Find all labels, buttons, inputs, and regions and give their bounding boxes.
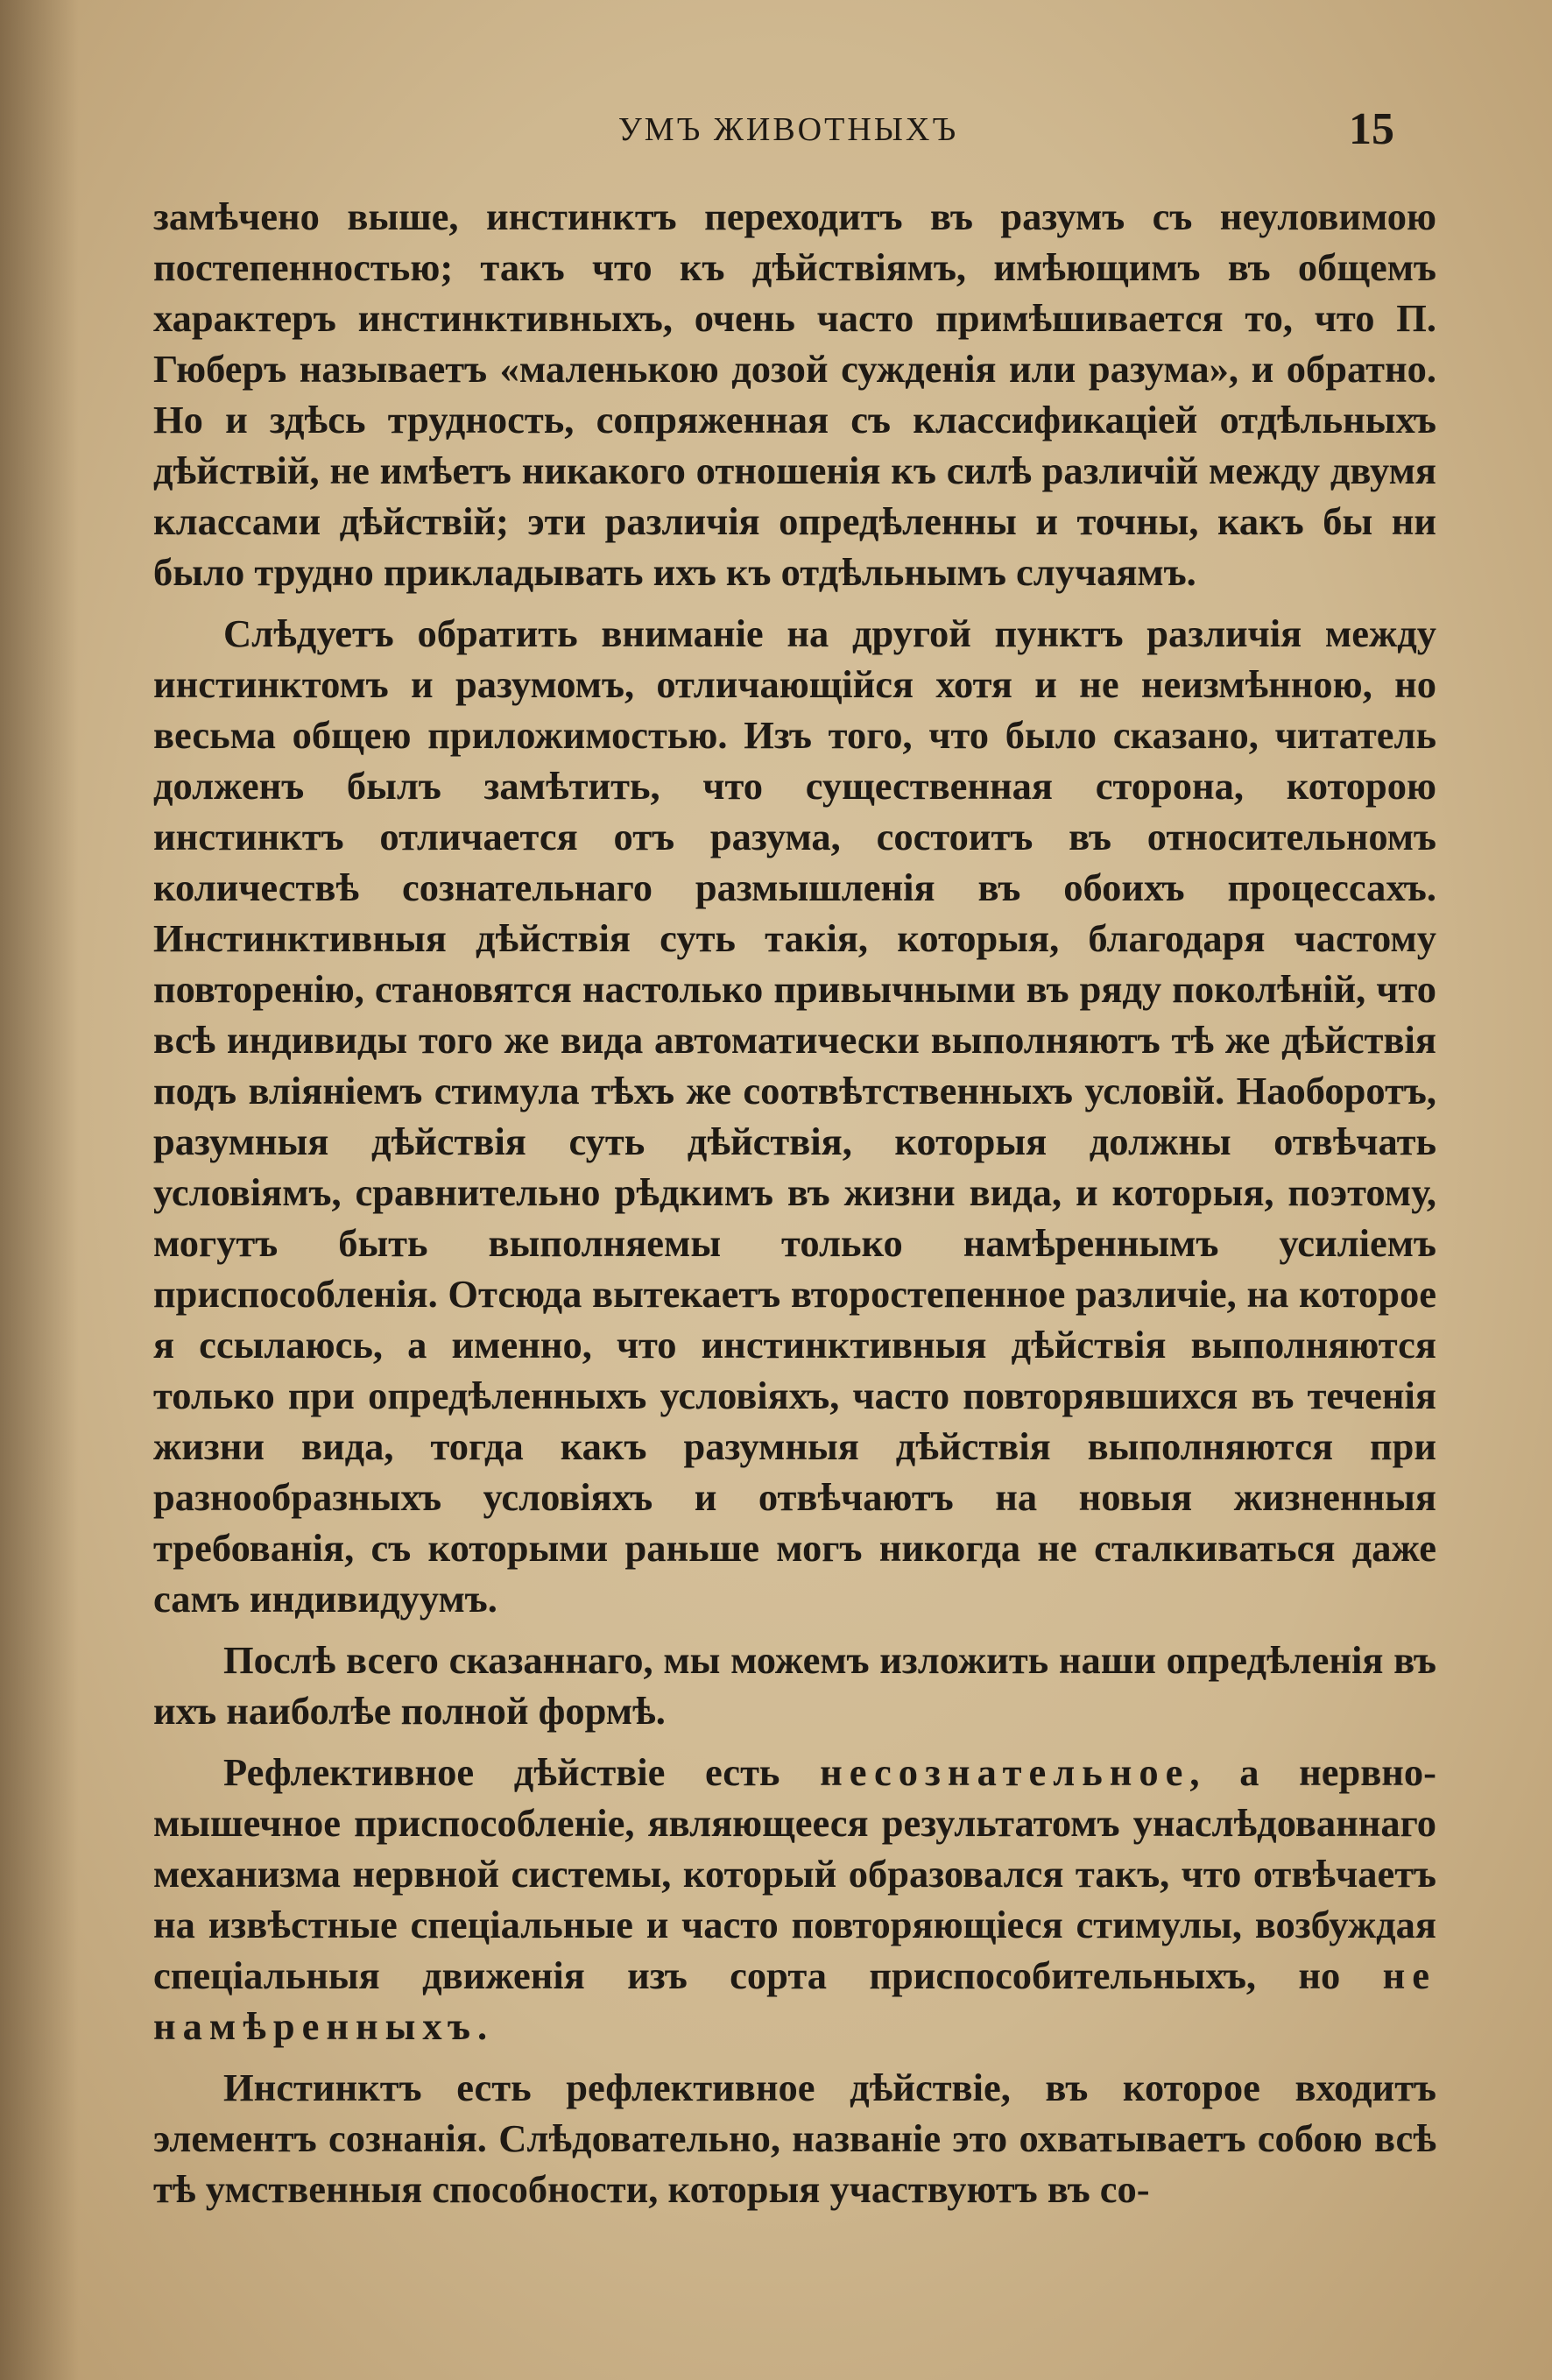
page-header [158, 103, 1419, 173]
page-number: 15 [1349, 104, 1394, 154]
body-text [153, 191, 1436, 2225]
paragraph-3: Послѣ всего сказаннаго, мы можемъ изложить наши опредѣленія въ ихъ наиболѣе полной формѣ. [153, 1638, 1436, 1733]
paragraph-4-text-end: . [476, 2004, 488, 2048]
running-title: УМЪ ЖИВОТНЫХЪ [617, 111, 959, 148]
paragraph-2: Слѣдуетъ обратить вниманіе на другой пунктъ различія между инстинктомъ и разумомъ, отличающійся хотя и не неизмѣнною, но весьма общею приложимостью. Изъ того, что было сказано, читатель долженъ былъ замѣтить, что существенная сторона, которою инстинктъ отличается отъ разума, состоитъ въ относительномъ количествѣ сознательнаго размышленія въ обоихъ процессахъ. Инстинктивныя дѣйствія суть такія, которыя, благодаря частому повторенію, становятся настолько привычными въ ряду поколѣній, что всѣ индивиды того же вида автоматически выполняютъ тѣ же дѣйствія подъ вліяніемъ стимула тѣхъ же соотвѣтственныхъ условій. Наоборотъ, разумныя дѣйствія суть дѣйствія, которыя должны отвѣчать условіямъ, сравнительно рѣдкимъ въ жизни вида, и которыя, поэтому, могутъ быть выполняемы только намѣреннымъ усиліемъ приспособленія. Отсюда вытекаетъ второстепенное различіе, на которое я ссылаюсь, а именно, что инстинктивныя дѣйствія выполняются только при опредѣленныхъ условіяхъ, часто повторявшихся въ теченія жизни вида, тогда какъ разумныя дѣйствія выполняются при разнообразныхъ условіяхъ и отвѣчаютъ на новыя жизненныя требованія, съ которыми раньше могъ никогда не сталкиваться даже самъ индивидуумъ. [153, 611, 1436, 1621]
paragraph-4 [153, 1747, 1436, 2052]
paragraph-4-text-start: Рефлективное дѣйствіе есть [223, 1750, 821, 1794]
paragraph-4-text-middle: , а нервно-мышечное приспособленіе, являющееся результатомъ унаслѣдованнаго механизма нервной системы, который образовался такъ, что отвѣчаетъ на извѣстные спеціальные и часто повторяющіеся стимулы, возбуждая спеціальныя движенія изъ сорта приспособительныхъ, но [153, 1750, 1436, 1997]
spaced-emphasis-unintended: не намѣренныхъ [153, 1953, 1436, 2048]
spaced-emphasis-unconscious: несознательное [820, 1750, 1190, 1794]
paragraph-5: Инстинктъ есть рефлективное дѣйствіе, въ которое входитъ элементъ сознанія. Слѣдовательно, названіе это охватываетъ собою всѣ тѣ умственныя способности, которыя участвуютъ въ со- [153, 2066, 1436, 2211]
spine-shadow [0, 0, 79, 2380]
paragraph-1: замѣчено выше, инстинктъ переходитъ въ разумъ съ неуловимою постепенностью; такъ что къ дѣйствіямъ, имѣющимъ въ общемъ характеръ инстинктивныхъ, очень часто примѣшивается то, что П. Гюберъ называетъ «маленькою дозой сужденія или разума», и обратно. Но и здѣсь трудность, сопряженная съ классификаціей отдѣльныхъ дѣйствій, не имѣетъ никакого отношенія къ силѣ различій между двумя классами дѣйствій; эти различія опредѣленны и точны, какъ бы ни было трудно прикладывать ихъ къ отдѣльнымъ случаямъ. [153, 194, 1436, 594]
